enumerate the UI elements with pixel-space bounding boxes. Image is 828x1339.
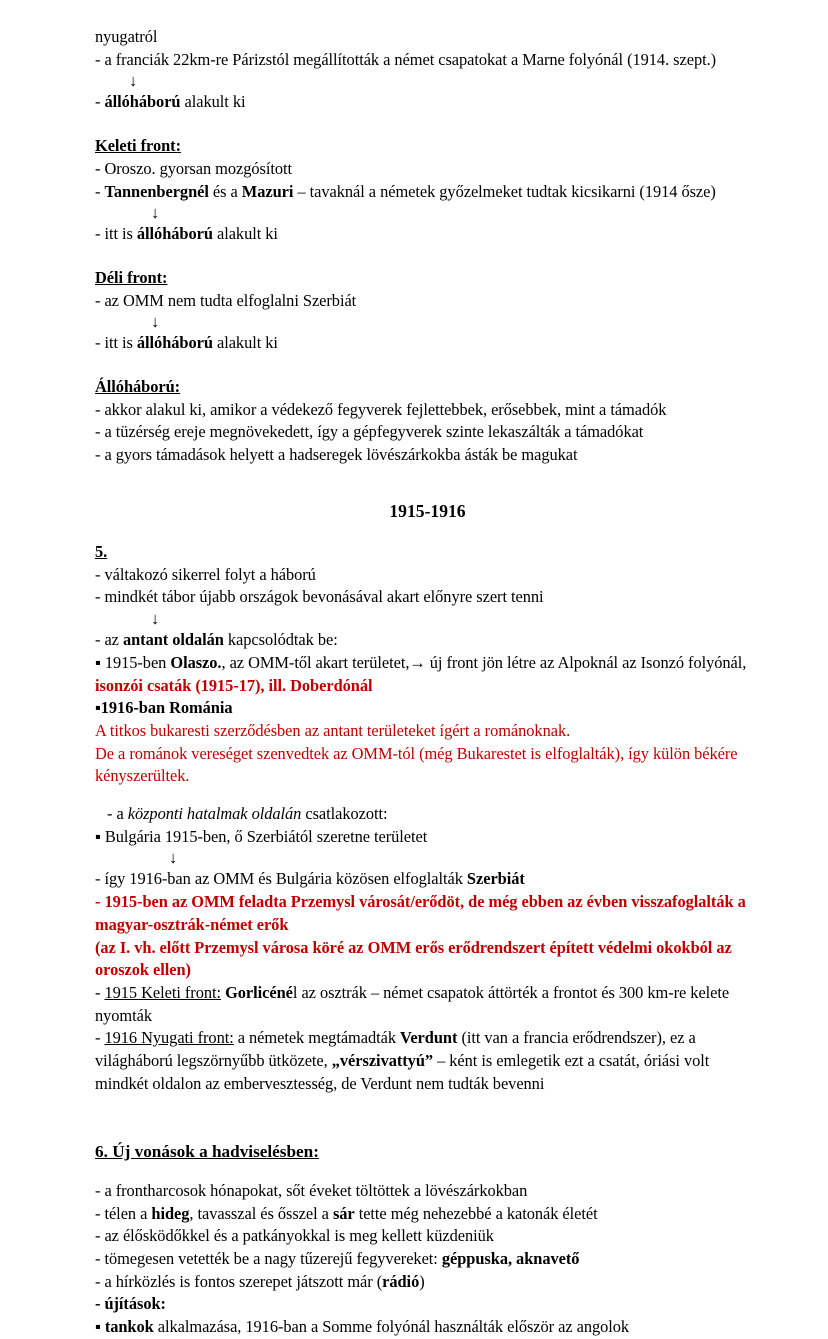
red-przemysl-note-2: (az I. vh. előtt Przemysl városa köré az OMM erős erődrendszert épített védelmi okokból az oroszok ellen) (95, 937, 732, 980)
term-alloharoru: állóháború (104, 92, 181, 112)
heading-keleti-front: Keleti front: (95, 136, 181, 156)
heading-alloharoru: Állóháború: (95, 377, 181, 397)
section6-line-7: ▪ tankok alkalmazása, 1916-ban a Somme folyónál használták először az angolok (95, 1317, 630, 1337)
term-tankok: tankok (100, 1317, 154, 1337)
term-antant: antant oldalán (122, 630, 224, 650)
label-1916-nyugati-front: 1916 Nyugati front: (104, 1028, 234, 1048)
section5-romania-line (95, 697, 760, 720)
section6-line-1: - a frontharcosok hónapokat, sőt éveket töltöttek a lövészárkokban (95, 1180, 528, 1200)
red-przemysl-note-1: - 1915-ben az OMM feladta Przemysl városát/erődöt, de még ebben az évben visszafoglalták a magyar-osztrák-német erők (95, 892, 746, 934)
term-olaszo: Olaszo. (170, 652, 222, 672)
bullet-square-icon: ▪ (95, 698, 101, 718)
bullet-square-icon: ▪ (95, 826, 101, 846)
intro-line-2 (95, 49, 760, 72)
keleti-line-3: - itt is állóháború alakult ki (95, 224, 278, 244)
term-szerbia: Szerbiát (466, 869, 525, 889)
section5-line-2: - mindkét tábor újabb országok bevonásával akart előnyre szert tenni (95, 587, 544, 607)
bullet-square-icon: ▪ (95, 1317, 101, 1337)
section6-line-6: - újítások: (95, 1294, 166, 1314)
section5-szerbia-line: - így 1916-ban az OMM és Bulgária közösen elfoglalták Szerbiát (95, 869, 525, 889)
term-verdun: Verdunt (400, 1028, 458, 1048)
spacer (95, 355, 760, 376)
section6-line-5: - a hírközlés is fontos szerepet játszott már (rádió) (95, 1271, 425, 1291)
spacer (95, 467, 760, 482)
arrow-glyph: ↓ (129, 71, 138, 91)
heading-deli-front: Déli front: (95, 267, 168, 287)
term-verszivattyu: „vérszivattyú” (331, 1051, 434, 1071)
term-alloharoru: állóháború (136, 333, 213, 353)
deli-line-1: - az OMM nem tudta elfoglalni Szerbiát (95, 290, 357, 310)
arrow-down-2 (95, 203, 760, 223)
section5-gorlice-line: - 1915 Keleti front: Gorlicénél az osztrák – német csapatok áttörték a frontot és 300 km-re kelete nyomták (95, 982, 730, 1025)
section6-line-3: - az élősködőkkel és a patkányokkal is meg kellett küzdeniük (95, 1226, 494, 1246)
term-alloharoru: állóháború (136, 224, 213, 244)
section5-line-1: - váltakozó sikerrel folyt a háború (95, 564, 316, 584)
red-isonzo-battles: isonzói csaták (1915-17), ill. Doberdónál (95, 675, 373, 695)
alloharoru-line-1: - akkor alakul ki, amikor a védekező fegyverek fejlettebbek, erősebbek, mint a támadók (95, 399, 667, 419)
term-geppuska-aknaveto: géppuska, aknavető (441, 1248, 580, 1268)
spacer (95, 788, 760, 803)
term-sar: sár (332, 1203, 355, 1223)
intro-line-1-text: nyugatról (95, 27, 158, 46)
intro-line-3: - állóháború alakult ki (95, 92, 246, 112)
arrow-down-4 (95, 609, 760, 629)
arrow-down-3 (95, 312, 760, 332)
bullet-square-icon: ▪ (95, 652, 101, 672)
term-kozponti-hatalmak: központi hatalmak oldalán (127, 804, 302, 824)
deli-line-2: - itt is állóháború alakult ki (95, 333, 278, 353)
keleti-line-1: - Oroszo. gyorsan mozgósított (95, 158, 293, 178)
red-romania-note-2: De a románok vereséget szenvedtek az OMM-tól (még Bukarestet is elfoglalták), így külön békére kényszerültek. (95, 743, 738, 786)
section6-line-2: - télen a hideg, tavasszal és ősszel a sár tette még nehezebbé a katonák életét (95, 1203, 598, 1223)
alloharoru-line-2: - a tüzérség ereje megnövekedett, így a gépfegyverek szinte lekaszálták a támadókat (95, 422, 644, 442)
section-5-number: 5. (95, 542, 108, 562)
section5-bulgaria-line: ▪ Bulgária 1915-ben, ő Szerbiától szeretne területet (95, 826, 428, 846)
label-1915-keleti-front: 1915 Keleti front: (104, 982, 222, 1002)
arrow-down-1 (95, 71, 760, 91)
red-romania-note-1: A titkos bukaresti szerződésben az antant területeket ígért a románoknak. (95, 720, 571, 740)
alloharoru-line-3: - a gyors támadások helyett a hadseregek lövészárkokba ásták be magukat (95, 445, 578, 465)
arrow-glyph: ↓ (151, 203, 160, 223)
section5-olaszo-line: ▪ 1915-ben Olaszo., az OMM-től akart területet,→ új front jön létre az Alpoknál az Isonzó folyónál, isonzói csaták (1915-17), ill. Doberdónál (95, 652, 747, 695)
term-mazuri: Mazuri (241, 181, 294, 201)
term-tannenberg: Tannenbergnél (104, 181, 209, 201)
spacer (95, 1096, 760, 1123)
intro-line-2-text: - a franciák 22km-re Párizstól megállították a német csapatokat a Marne folyónál (1914. szept.) (95, 49, 717, 69)
section5-kozponti-line: - a központi hatalmak oldalán csatlakozott: (107, 804, 388, 824)
term-radio: rádió (382, 1271, 420, 1291)
arrow-down-5 (95, 848, 760, 868)
arrow-glyph: ↓ (151, 312, 160, 332)
term-hideg: hideg (151, 1203, 190, 1223)
arrow-glyph: ↓ (169, 848, 178, 868)
intro-line-1 (95, 26, 760, 49)
keleti-line-2: - Tannenbergnél és a Mazuri – tavaknál a németek győzelmeket tudtak kicsikarni (1914 ősze) (95, 181, 716, 201)
section5-antant-line: - az antant oldalán kapcsolódtak be: (95, 630, 338, 650)
spacer (95, 246, 760, 267)
heading-year-range: 1915-1916 (389, 501, 466, 522)
spacer (95, 114, 760, 135)
section5-verdun-line: - 1916 Nyugati front: a németek megtámadták Verdunt (itt van a francia erődrendszer), ez a világháború legszörnyűbb ütközete, „vérszivattyú” – ként is emlegetik ezt a csatát, óriási volt mindkét oldalon az embervesztesség, de Verdunt nem tudták bevenni (95, 1028, 710, 1093)
heading-section-6: 6. Új vonások a hadviselésben: (95, 1141, 319, 1161)
term-romania: 1916-ban Románia (100, 698, 233, 718)
term-gorlice: Gorlicéné (221, 982, 293, 1002)
section6-line-4: - tömegesen vetették be a nagy tűzerejű fegyvereket: géppuska, aknavető (95, 1248, 580, 1268)
arrow-glyph: ↓ (151, 609, 160, 629)
